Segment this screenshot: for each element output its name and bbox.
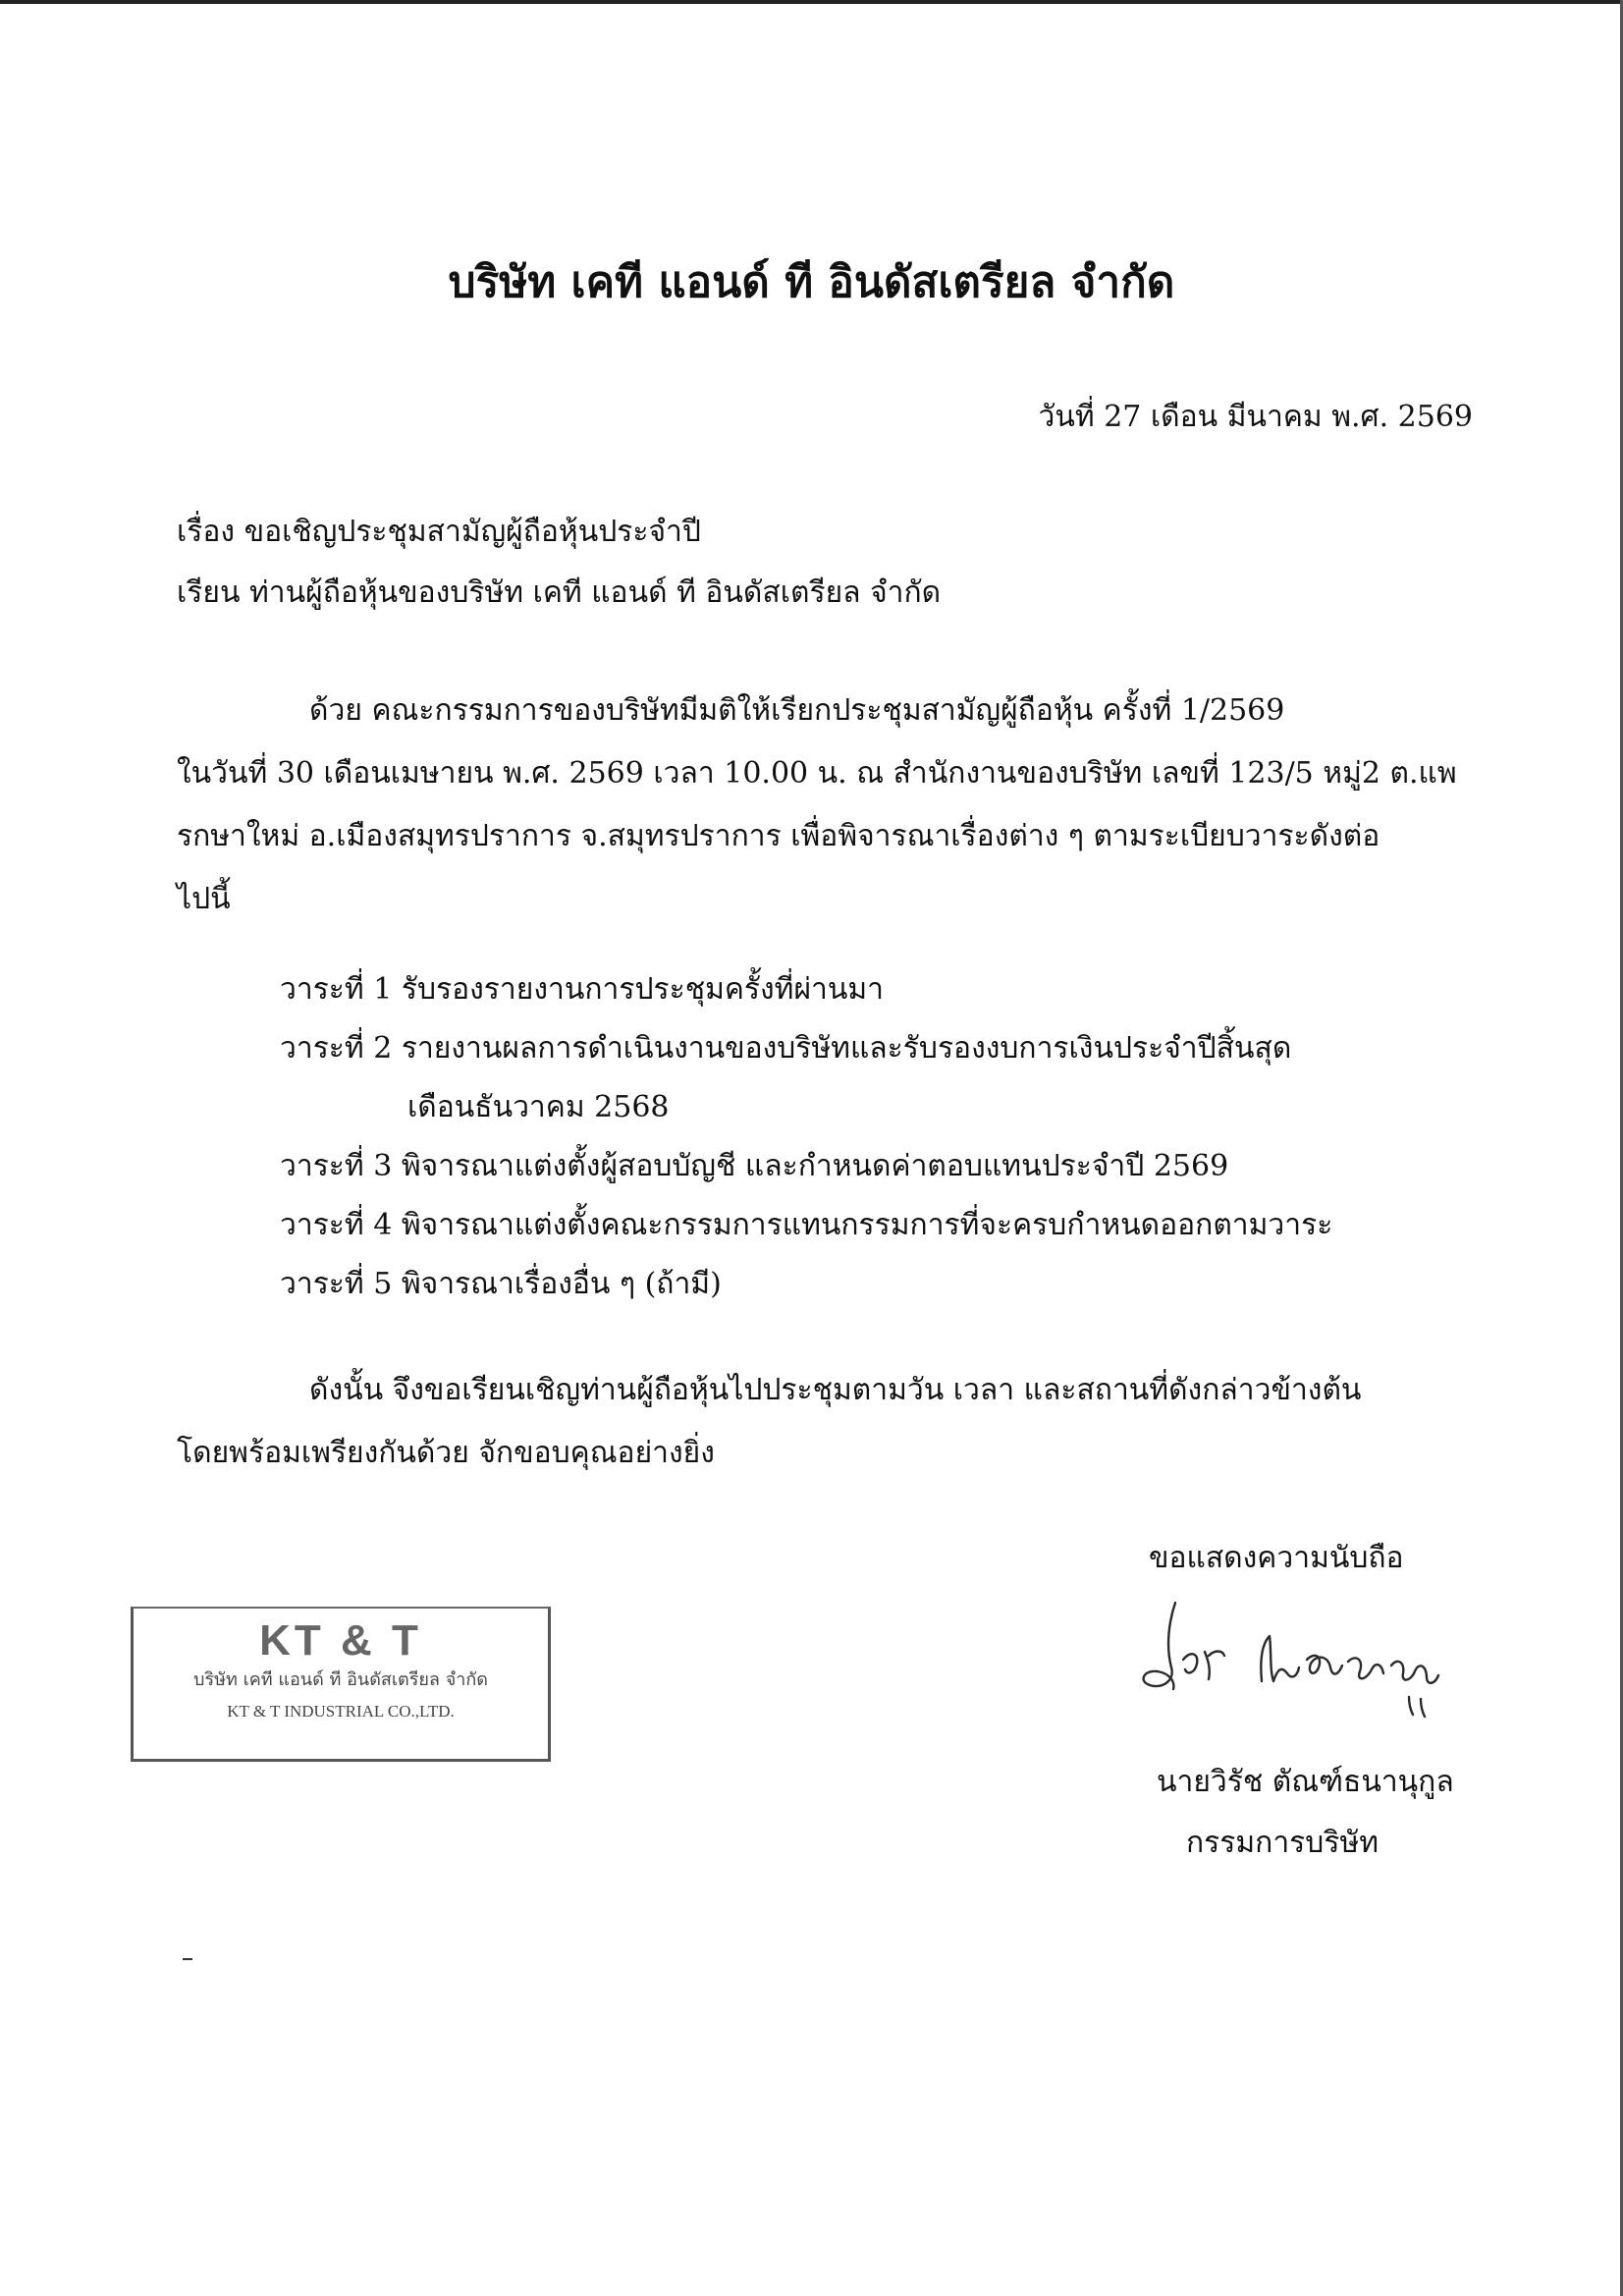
agenda-list xyxy=(280,960,1458,1314)
stamp-english-name: KT & T INDUSTRIAL CO.,LTD. xyxy=(227,1702,455,1721)
paragraph-line: ในวันที่ 30 เดือนเมษายน พ.ศ. 2569 เวลา 10.00 น. ณ สำนักงานของบริษัท เลขที่ 123/5 หมู่2 ต.แพ xyxy=(177,756,1457,791)
paragraph-line: ด้วย คณะกรรมการของบริษัทมีมติให้เรียกประชุมสามัญผู้ถือหุ้น ครั้งที่ 1/2569 xyxy=(309,693,1285,728)
signer-title: กรรมการบริษัท xyxy=(1186,1826,1379,1860)
paragraph-line: โดยพร้อมเพรียงกันด้วย จักขอบคุณอย่างยิ่ง xyxy=(177,1436,715,1470)
agenda-item-2-continued: เดือนธันวาคม 2568 xyxy=(407,1090,670,1124)
agenda-item-2: วาระที่ 2 รายงานผลการดำเนินงานของบริษัทและรับรองงบการเงินประจำปีสิ้นสุด xyxy=(280,1031,1292,1066)
signer-name: นายวิรัช ตัณฑ์ธนานุกูล xyxy=(1157,1765,1454,1799)
agenda-item-4: วาระที่ 4 พิจารณาแต่งตั้งคณะกรรมการแทนกรรมการที่จะครบกำหนดออกตามวาระ xyxy=(280,1208,1333,1242)
handwritten-signature xyxy=(1114,1591,1468,1728)
invitation-paragraph xyxy=(177,680,1457,931)
letter-date: วันที่ 27 เดือน มีนาคม พ.ศ. 2569 xyxy=(1038,400,1473,434)
scan-artifact-mark xyxy=(183,1958,192,1960)
paragraph-line: ดังนั้น จึงขอเรียนเชิญท่านผู้ถือหุ้นไปประชุมตามวัน เวลา และสถานที่ดังกล่าวข้างต้น xyxy=(309,1373,1362,1407)
company-title: บริษัท เคที แอนด์ ที อินดัสเตรียล จำกัด xyxy=(448,257,1175,307)
paragraph-line: ไปนี้ xyxy=(177,882,231,916)
agenda-item-1: วาระที่ 1 รับรองรายงานการประชุมครั้งที่ผ่านมา xyxy=(280,972,885,1007)
stamp-logo-text: KT & T xyxy=(259,1616,422,1665)
agenda-item-3: วาระที่ 3 พิจารณาแต่งตั้งผู้สอบบัญชี และกำหนดค่าตอบแทนประจำปี 2569 xyxy=(280,1149,1229,1183)
scan-top-edge xyxy=(0,0,1623,4)
stamp-thai-name: บริษัท เคที แอนด์ ที อินดัสเตรียล จำกัด xyxy=(193,1669,488,1690)
closing-salutation: ขอแสดงความนับถือ xyxy=(1149,1541,1404,1575)
letter-recipient: เรียน ท่านผู้ถือหุ้นของบริษัท เคที แอนด์ ที อินดัสเตรียล จำกัด xyxy=(177,575,942,610)
closing-paragraph xyxy=(177,1359,1453,1485)
letter-subject: เรื่อง ขอเชิญประชุมสามัญผู้ถือหุ้นประจำปี xyxy=(177,515,701,549)
paragraph-line: รกษาใหม่ อ.เมืองสมุทรปราการ จ.สมุทรปราการ เพื่อพิจารณาเรื่องต่าง ๆ ตามระเบียบวาระดังต่อ xyxy=(177,819,1380,853)
agenda-item-5: วาระที่ 5 พิจารณาเรื่องอื่น ๆ (ถ้ามี) xyxy=(280,1267,722,1301)
company-stamp xyxy=(131,1607,551,1762)
